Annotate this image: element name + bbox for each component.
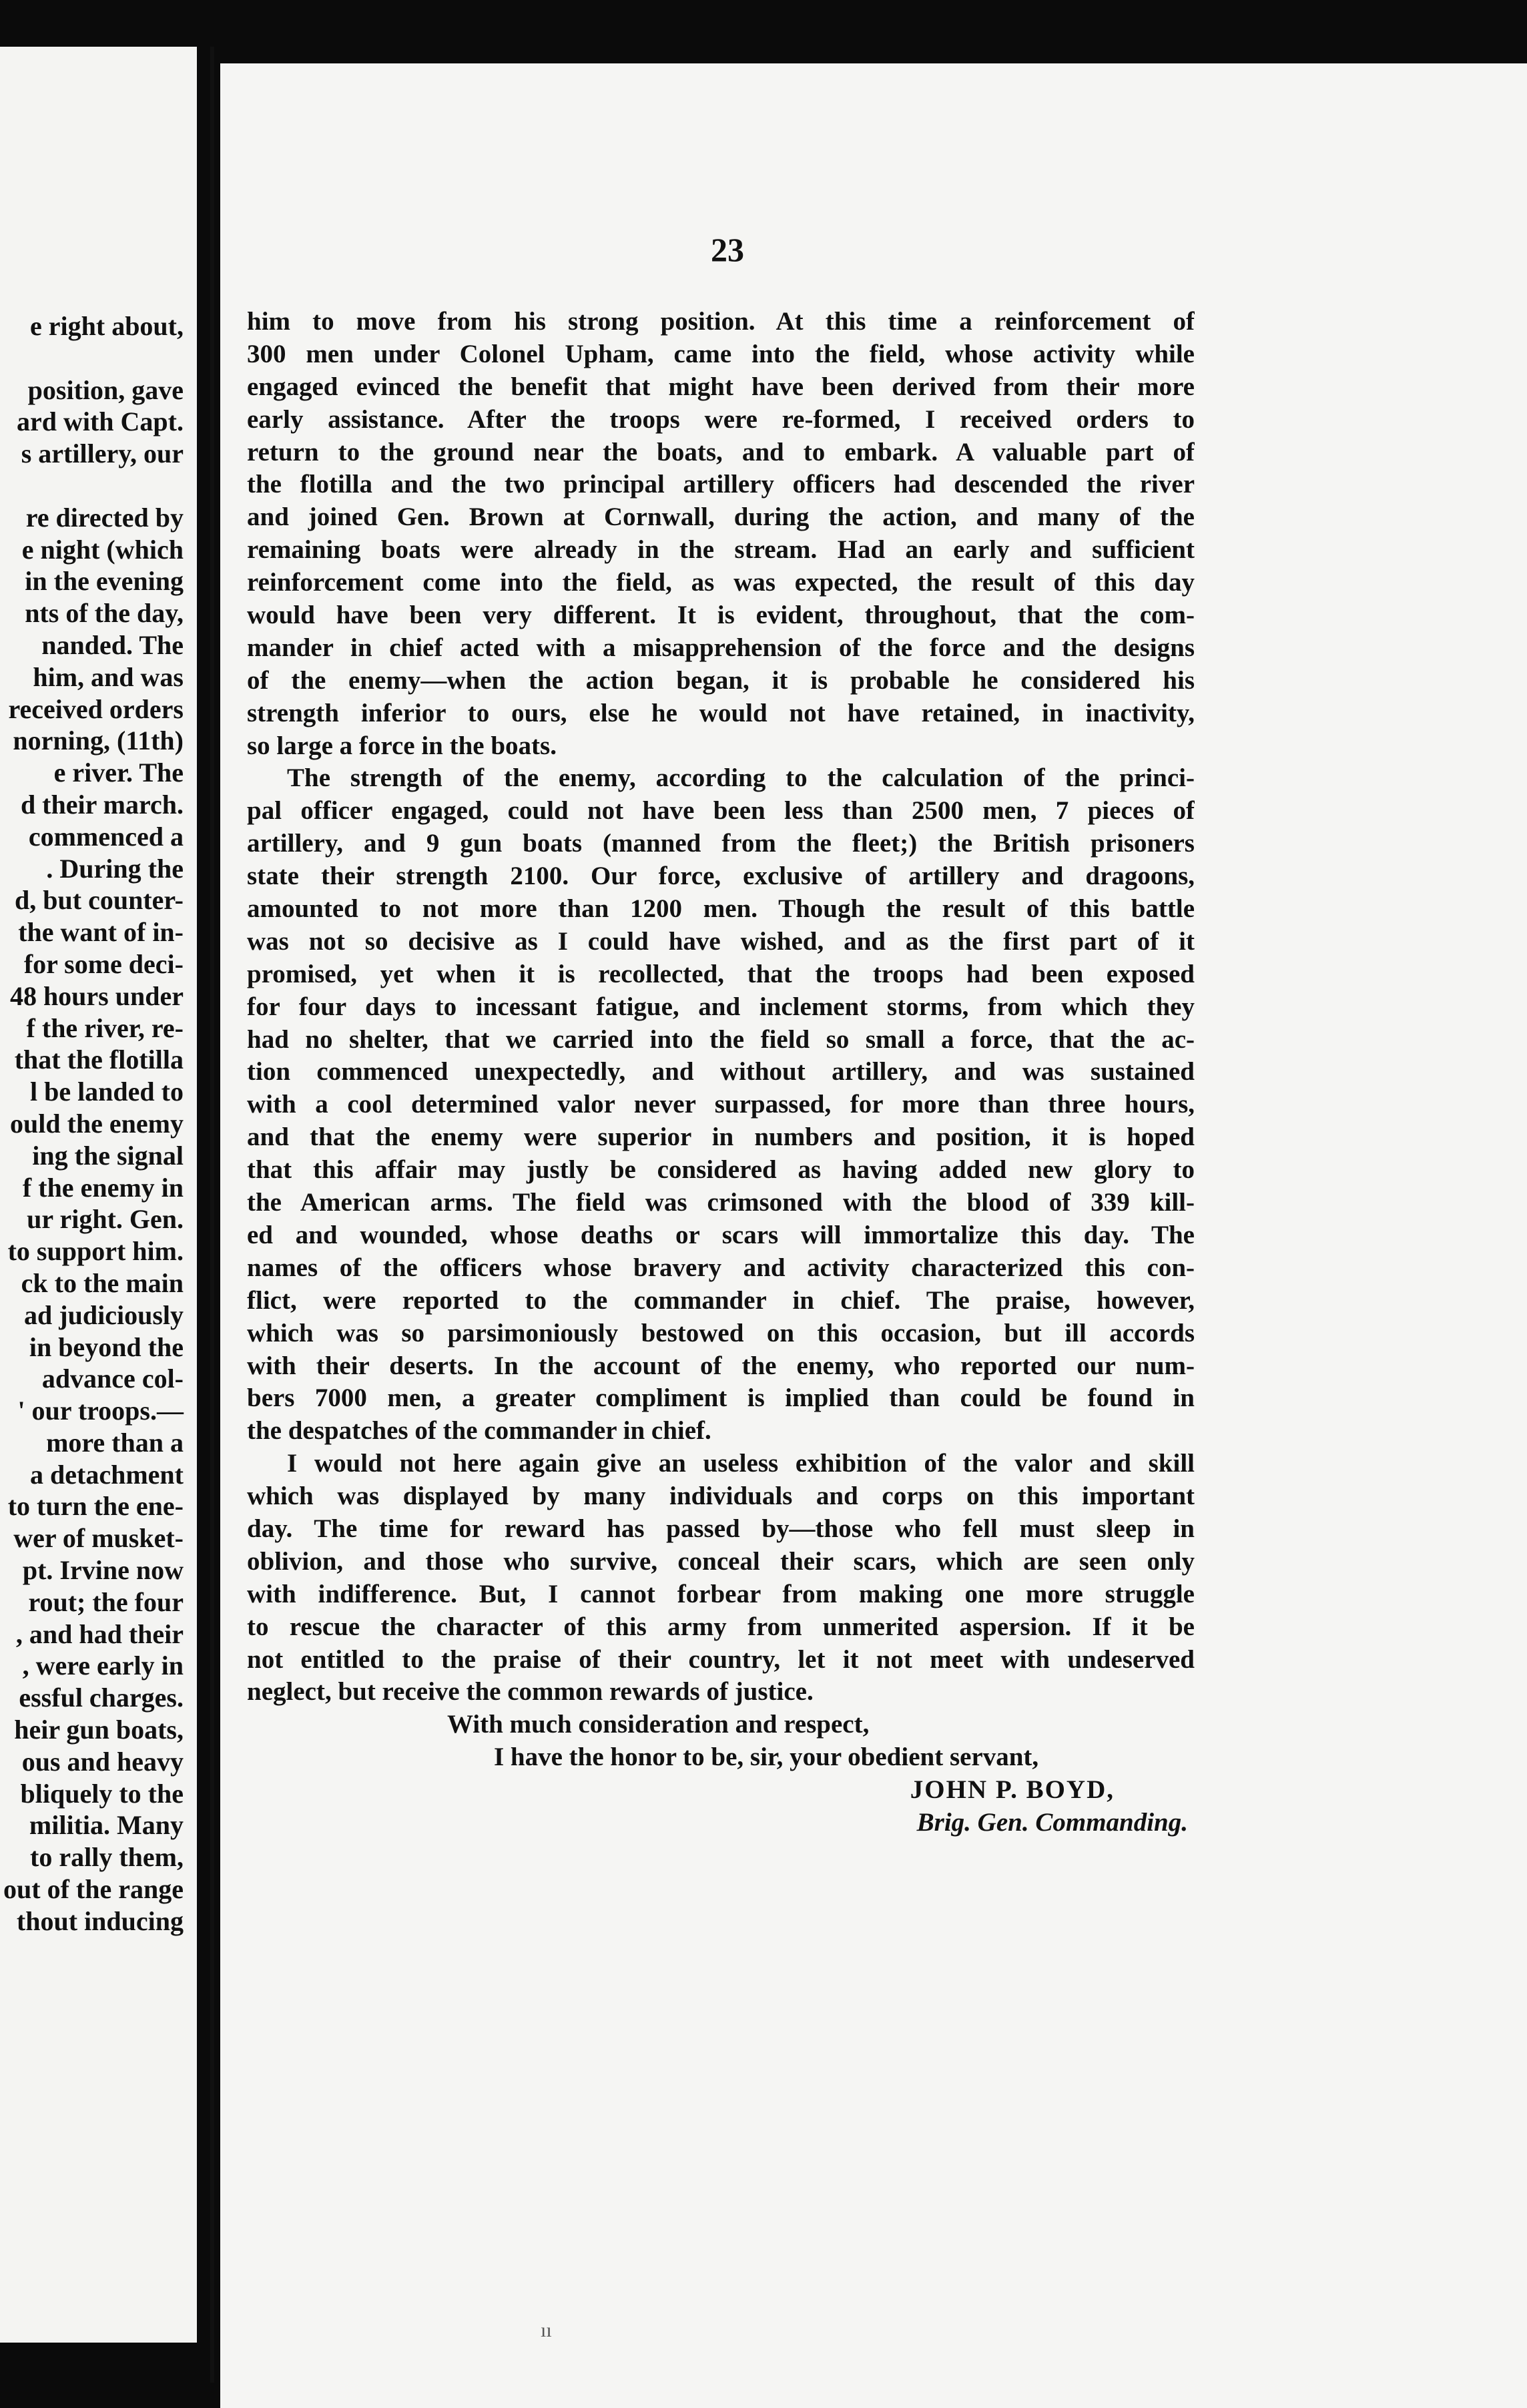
left-column-line: ous and heavy	[21, 1746, 184, 1777]
left-column-line: nts of the day,	[25, 598, 184, 629]
body-line: return to the ground near the boats, and to embark. A valuable part of	[247, 437, 1195, 467]
body-line: that this affair may justly be considered as having added new glory to	[247, 1155, 1195, 1185]
left-column-line: in the evening	[25, 566, 184, 597]
body-line: names of the officers whose bravery and activity characterized this con-	[247, 1253, 1195, 1282]
body-line: early assistance. After the troops were re-formed, I received orders to	[247, 404, 1195, 434]
body-line: was not so decisive as I could have wished, and as the first part of it	[247, 926, 1195, 956]
left-column-line: re directed by	[25, 502, 184, 533]
left-column-line	[0, 470, 184, 502]
left-column-line: out of the range	[3, 1874, 184, 1905]
left-column-line: e right about,	[30, 311, 184, 341]
body-line: neglect, but receive the common rewards of justice.	[247, 1677, 814, 1707]
left-column-line	[0, 342, 184, 374]
body-line: which was displayed by many individuals and corps on this important	[247, 1482, 1195, 1511]
signature-rank: Brig. Gen. Commanding.	[916, 1807, 1188, 1837]
body-line: tion commenced unexpectedly, and without artillery, and was sustained	[247, 1057, 1195, 1087]
body-line: engaged evinced the benefit that might have been derived from their more	[247, 372, 1195, 401]
left-column-line: d their march.	[20, 789, 184, 820]
left-column-line: d, but counter-	[15, 885, 184, 916]
body-line: 300 men under Colonel Upham, came into the field, whose activity while	[247, 339, 1195, 368]
closing-line: I have the honor to be, sir, your obedient servant,	[494, 1743, 1039, 1772]
body-line: the flotilla and the two principal artillery officers had descended the river	[247, 470, 1195, 499]
body-line: mander in chief acted with a misapprehension of the force and the designs	[247, 633, 1195, 662]
body-line: for four days to incessant fatigue, and inclement storms, from which they	[247, 992, 1195, 1021]
bottom-mark: ıı	[541, 2319, 552, 2341]
body-line: would have been very different. It is evident, throughout, that the com-	[247, 601, 1195, 630]
body-line: and joined Gen. Brown at Cornwall, during the action, and many of the	[247, 503, 1195, 532]
left-column-line: bliquely to the	[20, 1778, 184, 1809]
left-column-line: ur right. Gen.	[27, 1204, 184, 1235]
body-line: with a cool determined valor never surpassed, for more than three hours,	[247, 1090, 1195, 1119]
left-column-line: norning, (11th)	[13, 725, 184, 756]
body-line: artillery, and 9 gun boats (manned from the fleet;) the British prisoners	[247, 829, 1195, 858]
body-line: with their deserts. In the account of the enemy, who reported our num-	[247, 1351, 1195, 1380]
left-column-line: for some deci-	[23, 948, 184, 979]
letter-body	[247, 306, 1195, 1839]
left-column-line: that the flotilla	[14, 1044, 184, 1075]
body-line: reinforcement come into the field, as was expected, the result of this day	[247, 568, 1195, 597]
left-column-line: the want of in-	[18, 917, 184, 948]
body-line: The strength of the enemy, according to the calculation of the princi-	[287, 764, 1195, 793]
left-column-line: heir gun boats,	[14, 1715, 184, 1745]
body-line: him to move from his strong position. At this time a reinforcement of	[247, 307, 1195, 336]
left-column-line: s artillery, our	[21, 438, 184, 469]
left-column-line: ard with Capt.	[16, 406, 184, 437]
left-column-line: him, and was	[33, 661, 184, 692]
left-column-line: l be landed to	[29, 1077, 184, 1107]
body-line: day. The time for reward has passed by—those who fell must sleep in	[247, 1514, 1195, 1543]
signature-name: JOHN P. BOYD,	[910, 1775, 1115, 1805]
left-column-line: f the enemy in	[22, 1172, 184, 1203]
left-column-line: , were early in	[22, 1650, 184, 1681]
left-column-line: ck to the main	[21, 1267, 184, 1298]
body-line: flict, were reported to the commander in chief. The praise, however,	[247, 1285, 1195, 1315]
left-column-line: , and had their	[15, 1618, 184, 1649]
body-line: with indifference. But, I cannot forbear from making one more struggle	[247, 1579, 1195, 1608]
gutter-rule	[210, 47, 214, 2383]
body-line: and that the enemy were superior in numbers and position, it is hoped	[247, 1123, 1195, 1152]
left-page-text-column	[0, 310, 184, 1937]
body-line: ed and wounded, whose deaths or scars will immortalize this day. The	[247, 1220, 1195, 1249]
body-line: amounted to not more than 1200 men. Though the result of this battle	[247, 894, 1195, 924]
left-column-line: . During the	[46, 853, 184, 884]
body-line: strength inferior to ours, else he would not have retained, in inactivity,	[247, 698, 1195, 727]
left-column-line: in beyond the	[29, 1331, 184, 1362]
left-page-fragment	[0, 47, 197, 2343]
left-column-line: wer of musket-	[13, 1523, 184, 1554]
left-column-line: ing the signal	[32, 1140, 184, 1171]
body-line: oblivion, and those who survive, conceal their scars, which are seen only	[247, 1546, 1195, 1576]
left-column-line: ould the enemy	[10, 1108, 184, 1139]
body-line: had no shelter, that we carried into the field so small a force, that the ac-	[247, 1024, 1195, 1054]
left-column-line: a detachment	[30, 1459, 184, 1490]
left-column-line: militia. Many	[29, 1810, 184, 1841]
left-column-line: advance col-	[41, 1364, 184, 1394]
body-line: bers 7000 men, a greater compliment is implied than could be found in	[247, 1384, 1195, 1413]
left-column-line: received orders	[8, 693, 184, 724]
body-line: state their strength 2100. Our force, exclusive of artillery and dragoons,	[247, 862, 1195, 891]
body-line: remaining boats were already in the stream. Had an early and sufficient	[247, 535, 1195, 565]
left-column-line: nanded. The	[41, 629, 184, 660]
body-line: which was so parsimoniously bestowed on this occasion, but ill accords	[247, 1318, 1195, 1347]
left-column-line: to turn the ene-	[7, 1491, 184, 1522]
body-line: the American arms. The field was crimsoned with the blood of 339 kill-	[247, 1188, 1195, 1217]
left-column-line: to rally them,	[30, 1842, 184, 1873]
left-column-line: commenced a	[28, 821, 184, 852]
left-column-line: to support him.	[7, 1236, 184, 1267]
left-column-line: thout inducing	[16, 1905, 184, 1936]
left-column-line: position, gave	[27, 374, 184, 405]
body-line: the despatches of the commander in chief.	[247, 1416, 711, 1446]
body-line: I would not here again give an useless exhibition of the valor and skill	[287, 1449, 1195, 1478]
right-page	[220, 63, 1527, 2408]
body-line: not entitled to the praise of their country, let it not meet with undeserved	[247, 1644, 1195, 1674]
body-line: to rescue the character of this army from unmerited aspersion. If it be	[247, 1612, 1195, 1641]
left-column-line: pt. Irvine now	[22, 1555, 184, 1586]
left-column-line: ' our troops.—	[17, 1396, 184, 1426]
left-column-line: 48 hours under	[9, 980, 184, 1011]
left-column-line: more than a	[46, 1427, 184, 1458]
body-line: of the enemy—when the action began, it is probable he considered his	[247, 665, 1195, 695]
page-number: 23	[711, 231, 744, 268]
left-column-line: essful charges.	[19, 1683, 184, 1713]
left-column-line: ad judiciously	[24, 1299, 184, 1330]
body-line: promised, yet when it is recollected, that the troops had been exposed	[247, 959, 1195, 988]
body-line: pal officer engaged, could not have been less than 2500 men, 7 pieces of	[247, 796, 1195, 826]
closing-line: With much consideration and respect,	[447, 1710, 870, 1739]
left-column-line: f the river, re-	[26, 1012, 184, 1043]
left-column-line: e river. The	[53, 758, 184, 788]
body-line: so large a force in the boats.	[247, 731, 557, 760]
left-column-line: rout; the four	[28, 1586, 184, 1617]
left-column-line: e night (which	[21, 534, 184, 565]
